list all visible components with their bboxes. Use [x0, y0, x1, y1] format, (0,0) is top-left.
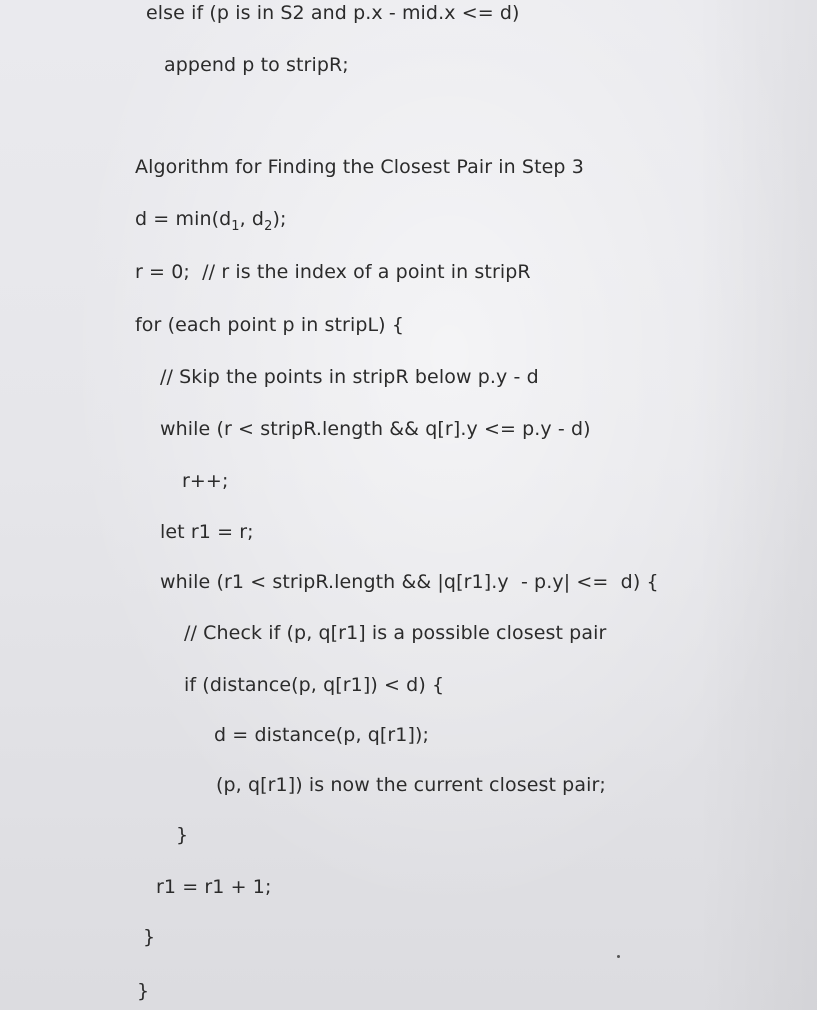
d-min-subscript-1: 1 — [231, 218, 240, 234]
page-speck — [617, 955, 620, 958]
code-line-let-r1: let r1 = r; — [160, 521, 254, 543]
page-shadow — [697, 0, 817, 1010]
code-line-d-assign: d = distance(p, q[r1]); — [214, 724, 430, 746]
code-line-r-init: r = 0; // r is the index of a point in stripR — [135, 261, 531, 283]
algorithm-heading: Algorithm for Finding the Closest Pair in Step 3 — [135, 156, 584, 178]
code-line-d-min — [135, 208, 286, 234]
code-line-append: append p to stripR; — [164, 54, 349, 76]
code-line-if-close-brace: } — [176, 824, 189, 846]
code-line-closest-pair: (p, q[r1]) is now the current closest pair; — [216, 774, 606, 796]
code-line-skip-comment: // Skip the points in stripR below p.y - d — [160, 366, 539, 388]
code-line-r1-increment: r1 = r1 + 1; — [156, 876, 272, 898]
d-min-text-c: ); — [272, 208, 287, 230]
code-line-for-loop: for (each point p in stripL) { — [135, 314, 405, 336]
code-line-while-r1: while (r1 < stripR.length && |q[r1].y - p.y| <= d) { — [160, 571, 659, 593]
d-min-subscript-2: 2 — [264, 218, 273, 234]
code-line-for-close-brace: } — [137, 980, 150, 1002]
d-min-text-b: , d — [239, 208, 265, 230]
code-line-check-comment: // Check if (p, q[r1] is a possible closest pair — [184, 622, 607, 644]
code-line-r-increment: r++; — [182, 470, 229, 492]
code-line-while-close-brace: } — [143, 926, 156, 948]
code-line-while-r: while (r < stripR.length && q[r].y <= p.y - d) — [160, 418, 591, 440]
d-min-text-a: d = min(d — [135, 208, 232, 230]
code-line-if-distance: if (distance(p, q[r1]) < d) { — [184, 674, 445, 696]
code-line-else-if: else if (p is in S2 and p.x - mid.x <= d) — [146, 2, 520, 24]
